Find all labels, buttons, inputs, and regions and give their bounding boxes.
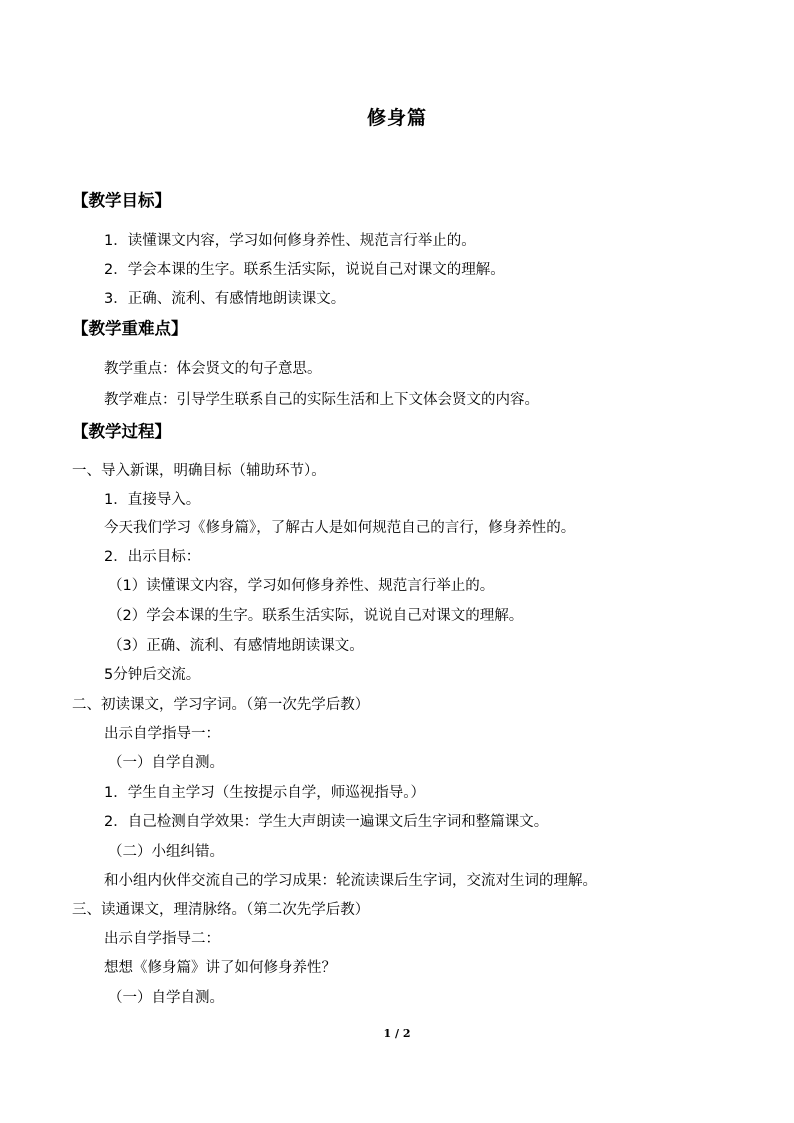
process-line: （2）学会本课的生字。联系生活实际，说说自己对课文的理解。 — [108, 608, 524, 624]
section-heading-process: 【教学过程】 — [72, 422, 171, 441]
process-line: （一）自学自测。 — [108, 755, 224, 771]
process-line: 5分钟后交流。 — [104, 667, 201, 683]
key-point-item: 教学难点：引导学生联系自己的实际生活和上下文体会贤文的内容。 — [104, 392, 539, 408]
process-line: （一）自学自测。 — [108, 990, 224, 1006]
process-line: 2．出示目标： — [104, 549, 201, 565]
process-line: 出示自学指导二： — [104, 931, 220, 947]
page-number: 1 / 2 — [383, 1027, 411, 1040]
process-line: 二、初读课文，学习字词。（第一次先学后教） — [72, 697, 370, 713]
process-line: 三、读通课文，理清脉络。（第二次先学后教） — [72, 902, 370, 918]
goal-item: 1．读懂课文内容，学习如何修身养性、规范言行举止的。 — [104, 233, 476, 249]
process-line: 1．学生自主学习（生按提示自学，师巡视指导。） — [104, 785, 425, 801]
process-line: 今天我们学习《修身篇》，了解古人是如何规范自己的言行，修身养性的。 — [104, 520, 576, 536]
process-line: 2．自己检测自学效果：学生大声朗读一遍课文后生字词和整篇课文。 — [104, 814, 549, 830]
process-line: （1）读懂课文内容，学习如何修身养性、规范言行举止的。 — [108, 578, 495, 594]
page-title: 修身篇 — [366, 107, 427, 129]
goal-item: 2．学会本课的生字。联系生活实际，说说自己对课文的理解。 — [104, 262, 505, 278]
key-point-item: 教学重点：体会贤文的句子意思。 — [104, 361, 322, 377]
process-line: 和小组内伙伴交流自己的学习成果：轮流读课后生字词，交流对生词的理解。 — [104, 873, 597, 889]
process-line: 想想《修身篇》讲了如何修身养性？ — [104, 960, 336, 976]
process-line: （二）小组纠错。 — [108, 844, 224, 860]
process-line: 一、导入新课，明确目标（辅助环节）。 — [72, 463, 326, 479]
section-heading-goals: 【教学目标】 — [72, 191, 171, 210]
process-line: （3）正确、流利、有感情地朗读课文。 — [108, 638, 364, 654]
process-line: 1．直接导入。 — [104, 492, 201, 508]
section-heading-key-points: 【教学重难点】 — [72, 319, 188, 338]
process-line: 出示自学指导一： — [104, 726, 220, 742]
goal-item: 3．正确、流利、有感情地朗读课文。 — [104, 291, 346, 307]
